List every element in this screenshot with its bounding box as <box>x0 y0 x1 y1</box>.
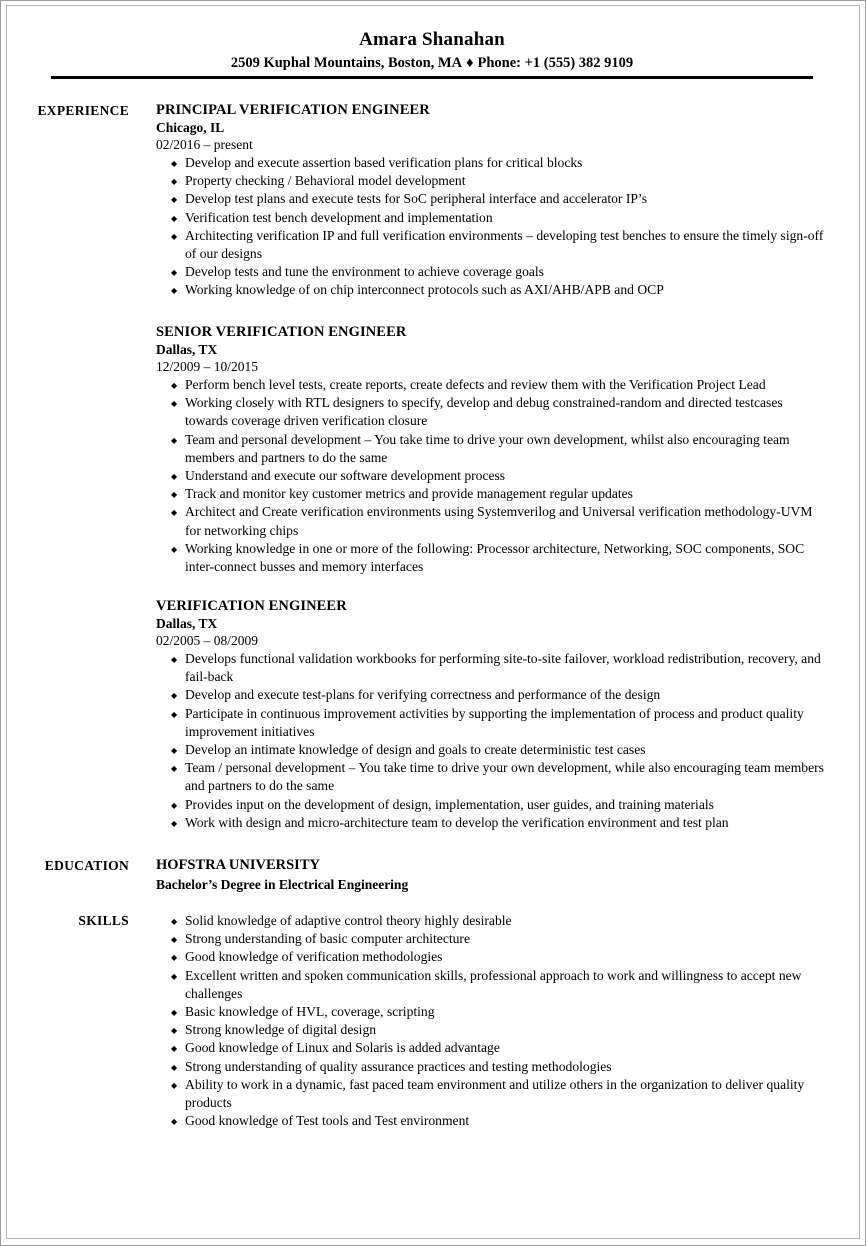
job-location: Dallas, TX <box>156 342 218 357</box>
list-item: ◆ Working knowledge in one or more of the following: Processor architecture, Networking, SOC components, SOC inter-connect busses and memory interfaces <box>156 540 824 576</box>
job-dates: 12/2009 – 10/2015 <box>156 359 259 374</box>
education-school: HOFSTRA UNIVERSITY <box>156 857 320 873</box>
job-title: VERIFICATION ENGINEER <box>156 598 347 614</box>
job-bullet-list <box>156 154 824 300</box>
list-item: ◆ Perform bench level tests, create reports, create defects and review them with the Verification Project Lead <box>156 376 824 394</box>
job-bullet-list <box>156 376 824 576</box>
candidate-name: Amara Shanahan <box>359 29 505 50</box>
section-label-education: EDUCATION <box>44 858 129 873</box>
list-item: ◆ Architecting verification IP and full verification environments – developing test benches to ensure the timely sign-off of our designs <box>156 227 824 263</box>
job-location: Chicago, IL <box>156 120 225 135</box>
experience-entry-2 <box>156 323 824 576</box>
experience-entry-3 <box>156 597 824 832</box>
section-label-skills: SKILLS <box>78 913 129 928</box>
list-item: ◆ Develops functional validation workbooks for performing site-to-site failover, workload redistribution, recovery, and fail-back <box>156 650 824 686</box>
list-item: ◆ Develop and execute assertion based verification plans for critical blocks <box>156 154 824 172</box>
job-bullet-list <box>156 650 824 832</box>
contact-phone: Phone: +1 (555) 382 9109 <box>477 55 634 71</box>
list-item: ◆ Ability to work in a dynamic, fast paced team environment and utilize others in the organization to deliver quality products <box>156 1076 824 1112</box>
resume-content <box>1 1 866 1246</box>
experience-entry-1 <box>156 101 824 300</box>
list-item: ◆ Strong knowledge of digital design <box>156 1021 824 1039</box>
list-item: ◆ Develop tests and tune the environment to achieve coverage goals <box>156 263 824 281</box>
list-item: ◆ Understand and execute our software development process <box>156 467 824 485</box>
list-item: ◆ Participate in continuous improvement activities by supporting the implementation of process and product quality improvement initiatives <box>156 705 824 741</box>
list-item: ◆ Property checking / Behavioral model development <box>156 172 824 190</box>
list-item: ◆ Excellent written and spoken communication skills, professional approach to work and willingness to accept new challenges <box>156 967 824 1003</box>
list-item: ◆ Architect and Create verification environments using Systemverilog and Universal verification methodology-UVM for networking chips <box>156 503 824 539</box>
list-item: ◆ Good knowledge of Linux and Solaris is added advantage <box>156 1039 824 1057</box>
contact-line <box>51 55 813 72</box>
list-item: ◆ Verification test bench development and implementation <box>156 209 824 227</box>
list-item: ◆ Strong understanding of basic computer architecture <box>156 930 824 948</box>
job-dates: 02/2016 – present <box>156 137 253 152</box>
list-item: ◆ Good knowledge of Test tools and Test environment <box>156 1112 824 1130</box>
education-entry <box>156 856 824 894</box>
list-item: ◆ Team / personal development – You take time to drive your own development, while also encouraging team members and partners to do the same <box>156 759 824 795</box>
list-item: ◆ Provides input on the development of design, implementation, user guides, and training materials <box>156 796 824 814</box>
job-dates: 02/2005 – 08/2009 <box>156 633 259 648</box>
list-item: ◆ Working knowledge of on chip interconnect protocols such as AXI/AHB/APB and OCP <box>156 281 824 299</box>
skills-bullet-list <box>156 912 824 1130</box>
list-item: ◆ Basic knowledge of HVL, coverage, scripting <box>156 1003 824 1021</box>
job-title: PRINCIPAL VERIFICATION ENGINEER <box>156 102 430 118</box>
job-title: SENIOR VERIFICATION ENGINEER <box>156 324 407 340</box>
skills-list-container <box>156 911 824 1130</box>
list-item: ◆ Develop an intimate knowledge of design and goals to create deterministic test cases <box>156 741 824 759</box>
list-item: ◆ Develop test plans and execute tests for SoC peripheral interface and accelerator IP’s <box>156 190 824 208</box>
section-label-experience: EXPERIENCE <box>37 103 129 118</box>
education-degree: Bachelor’s Degree in Electrical Engineering <box>156 877 409 892</box>
list-item: ◆ Track and monitor key customer metrics and provide management regular updates <box>156 485 824 503</box>
list-item: ◆ Strong understanding of quality assurance practices and testing methodologies <box>156 1058 824 1076</box>
header-divider <box>51 76 813 79</box>
list-item: ◆ Solid knowledge of adaptive control theory highly desirable <box>156 912 824 930</box>
list-item: ◆ Working closely with RTL designers to specify, develop and debug constrained-random and directed testcases towards coverage driven verification closure <box>156 394 824 430</box>
contact-address: 2509 Kuphal Mountains, Boston, MA <box>230 55 463 71</box>
list-item: ◆ Team and personal development – You take time to drive your own development, whilst also encouraging team members and partners to do the same <box>156 431 824 467</box>
list-item: ◆ Work with design and micro-architecture team to develop the verification environment and test plan <box>156 814 824 832</box>
job-location: Dallas, TX <box>156 616 218 631</box>
list-item: ◆ Develop and execute test-plans for verifying correctness and performance of the design <box>156 686 824 704</box>
list-item: ◆ Good knowledge of verification methodologies <box>156 948 824 966</box>
diamond-separator-icon: ♦ <box>466 55 474 71</box>
